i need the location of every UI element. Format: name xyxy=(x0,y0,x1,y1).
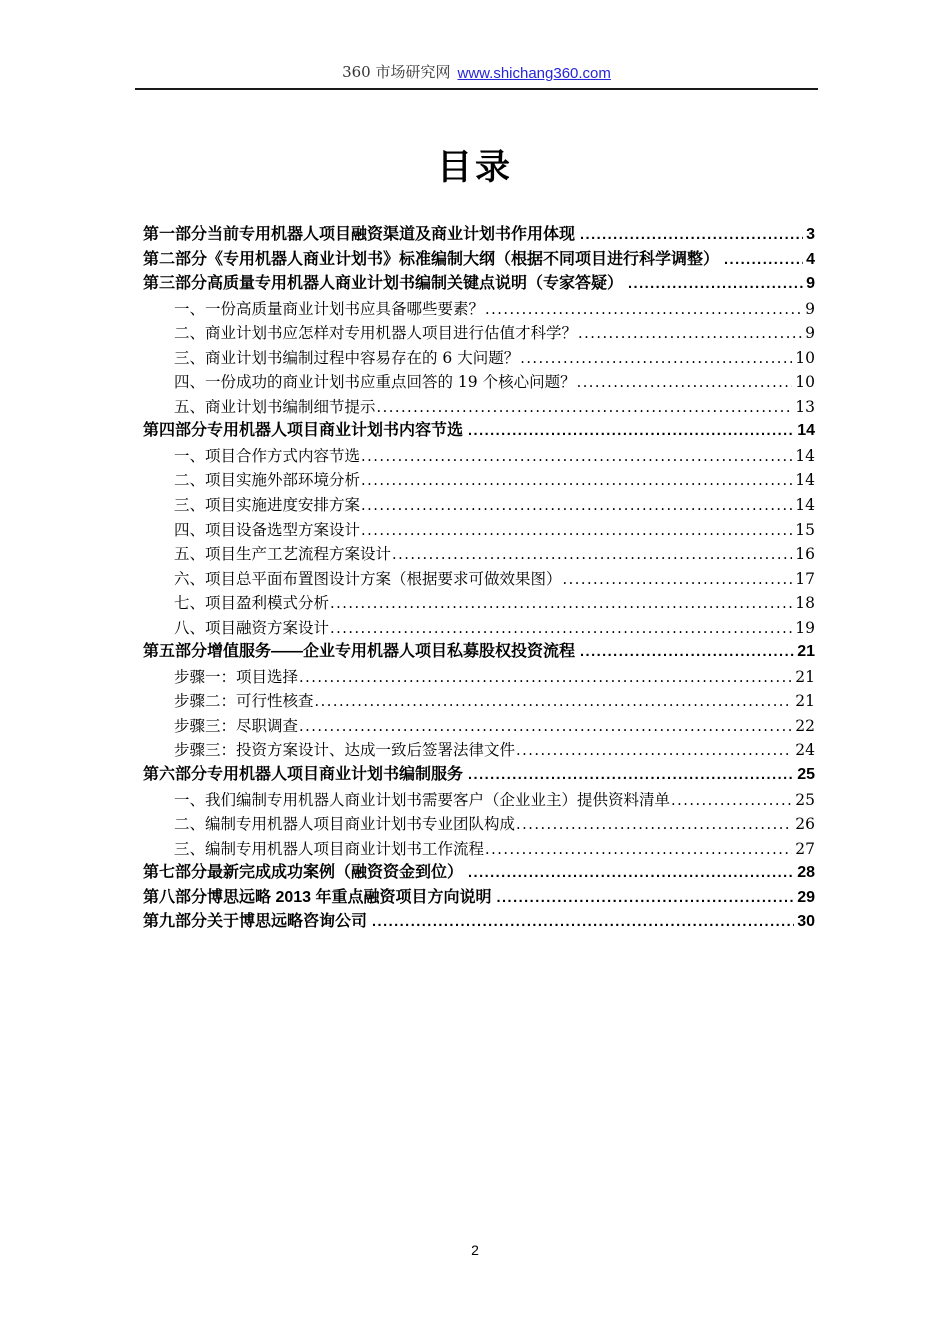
toc-entry-page: 27 xyxy=(795,839,815,858)
toc-entry-label: 步骤三：投资方案设计、达成一致后签署法律文件 xyxy=(174,741,516,760)
toc-entry xyxy=(143,297,815,322)
toc-entry-page: 28 xyxy=(797,864,815,882)
toc-dot-leader xyxy=(724,248,803,273)
toc-entry xyxy=(143,395,815,420)
toc-entry-page: 10 xyxy=(795,373,815,392)
toc-entry xyxy=(143,837,815,862)
toc-entry-page: 17 xyxy=(795,569,815,588)
toc-entry-label: 二、项目实施外部环境分析 xyxy=(174,471,361,490)
toc xyxy=(143,223,815,935)
toc-entry-page: 14 xyxy=(795,446,815,465)
toc-entry-page: 25 xyxy=(795,790,815,809)
toc-entry xyxy=(143,321,815,346)
document-footer xyxy=(0,1242,950,1258)
toc-entry xyxy=(143,223,815,248)
page-number: 2 xyxy=(471,1242,479,1258)
toc-entry-label: 三、项目实施进度安排方案 xyxy=(174,496,361,515)
toc-entry xyxy=(143,518,815,543)
toc-entry-page: 9 xyxy=(805,324,815,343)
toc-entry-label: 五、商业计划书编制细节提示 xyxy=(174,397,376,416)
toc-dot-leader xyxy=(580,640,794,665)
toc-entry-page: 22 xyxy=(795,716,815,735)
toc-dot-leader xyxy=(671,789,792,814)
toc-entry-page: 26 xyxy=(795,815,815,834)
toc-dot-leader xyxy=(361,469,792,494)
toc-dot-leader xyxy=(299,666,792,691)
toc-entry-label: 一、项目合作方式内容节选 xyxy=(174,446,361,465)
toc-entry-label: 第四部分专用机器人项目商业计划书内容节选 xyxy=(143,422,464,440)
toc-entry-label: 二、编制专用机器人项目商业计划书专业团队构成 xyxy=(174,815,516,834)
toc-entry-label: 第五部分增值服务——企业专用机器人项目私募股权投资流程 xyxy=(143,643,576,661)
site-url-link[interactable]: www.shichang360.com xyxy=(457,65,611,82)
toc-entry-label: 七、项目盈利模式分析 xyxy=(174,594,330,613)
toc-entry xyxy=(143,272,815,297)
toc-entry xyxy=(143,689,815,714)
toc-dot-leader xyxy=(516,739,792,764)
toc-entry-label: 第二部分《专用机器人商业计划书》标准编制大纲（根据不同项目进行科学调整） xyxy=(143,250,720,268)
toc-entry xyxy=(143,419,815,444)
toc-entry-label: 第三部分高质量专用机器人商业计划书编制关键点说明（专家答疑） xyxy=(143,275,624,293)
site-name-label: 360 市场研究网 xyxy=(342,63,451,81)
toc-entry xyxy=(143,616,815,641)
toc-entry xyxy=(143,665,815,690)
toc-entry-page: 14 xyxy=(795,471,815,490)
toc-entry-label: 步骤三：尽职调查 xyxy=(174,716,299,735)
toc-entry-page: 10 xyxy=(795,348,815,367)
toc-entry xyxy=(143,248,815,273)
toc-dot-leader xyxy=(563,568,793,593)
toc-entry-page: 29 xyxy=(797,888,815,906)
toc-entry xyxy=(143,886,815,911)
toc-entry xyxy=(143,542,815,567)
toc-entry-page: 25 xyxy=(797,766,815,784)
toc-entry-label: 一、一份高质量商业计划书应具备哪些要素？ xyxy=(174,299,485,318)
toc-entry-page: 4 xyxy=(806,250,815,268)
toc-entry-page: 16 xyxy=(795,545,815,564)
toc-entry-label: 八、项目融资方案设计 xyxy=(174,618,330,637)
toc-entry xyxy=(143,861,815,886)
toc-dot-leader xyxy=(392,543,792,568)
toc-dot-leader xyxy=(497,886,795,911)
toc-entry-label: 一、我们编制专用机器人商业计划书需要客户（企业业主）提供资料清单 xyxy=(174,790,671,809)
toc-entry xyxy=(143,493,815,518)
toc-entry-page: 30 xyxy=(797,913,815,931)
toc-dot-leader xyxy=(468,419,794,444)
toc-dot-leader xyxy=(361,445,792,470)
toc-entry-label: 第一部分当前专用机器人项目融资渠道及商业计划书作用体现 xyxy=(143,226,576,243)
toc-entry-page: 13 xyxy=(795,397,815,416)
toc-entry xyxy=(143,910,815,935)
toc-dot-leader xyxy=(520,347,792,372)
toc-entry xyxy=(143,468,815,493)
toc-entry xyxy=(143,346,815,371)
toc-dot-leader xyxy=(580,223,803,248)
toc-entry-label: 四、项目设备选型方案设计 xyxy=(174,520,361,539)
toc-entry-page: 9 xyxy=(805,299,815,318)
toc-entry xyxy=(143,714,815,739)
toc-entry xyxy=(143,788,815,813)
toc-entry xyxy=(143,640,815,665)
toc-entry-label: 六、项目总平面布置图设计方案（根据要求可做效果图） xyxy=(174,569,562,588)
toc-entry-label: 第九部分关于博思远略咨询公司 xyxy=(143,913,368,931)
toc-entry-label: 二、商业计划书应怎样对专用机器人项目进行估值才科学？ xyxy=(174,324,578,343)
toc-entry-page: 9 xyxy=(806,275,815,293)
toc-entry xyxy=(143,567,815,592)
toc-entry-page: 19 xyxy=(795,618,815,637)
toc-entry-label: 四、一份成功的商业计划书应重点回答的 19 个核心问题？ xyxy=(174,373,576,392)
toc-entry-label: 第七部分最新完成成功案例（融资资金到位） xyxy=(143,864,464,882)
toc-dot-leader xyxy=(361,519,792,544)
toc-entry-page: 3 xyxy=(806,226,815,243)
toc-entry xyxy=(143,738,815,763)
toc-entry-page: 14 xyxy=(795,496,815,515)
toc-dot-leader xyxy=(361,494,792,519)
toc-entry-page: 18 xyxy=(795,594,815,613)
toc-dot-leader xyxy=(516,813,792,838)
toc-entry-page: 21 xyxy=(797,643,815,661)
toc-entry-page: 24 xyxy=(795,741,815,760)
toc-dot-leader xyxy=(299,715,792,740)
toc-dot-leader xyxy=(485,298,802,323)
toc-dot-leader xyxy=(468,861,794,886)
toc-dot-leader xyxy=(377,396,793,421)
toc-entry-label: 五、项目生产工艺流程方案设计 xyxy=(174,545,392,564)
toc-dot-leader xyxy=(330,592,792,617)
toc-dot-leader xyxy=(372,910,794,935)
toc-entry-label: 第八部分博思远略 2013 年重点融资项目方向说明 xyxy=(143,888,492,906)
toc-entry-label: 步骤二：可行性核查 xyxy=(174,692,314,711)
page-title: 目录 xyxy=(436,147,513,188)
document-header xyxy=(135,0,818,90)
toc-entry xyxy=(143,763,815,788)
toc-entry-label: 步骤一：项目选择 xyxy=(174,667,299,686)
toc-dot-leader xyxy=(577,371,793,396)
toc-entry-page: 21 xyxy=(795,667,815,686)
toc-dot-leader xyxy=(578,322,802,347)
toc-dot-leader xyxy=(315,690,793,715)
toc-entry xyxy=(143,370,815,395)
toc-entry xyxy=(143,812,815,837)
toc-entry xyxy=(143,444,815,469)
toc-entry-label: 三、商业计划书编制过程中容易存在的 6 大问题？ xyxy=(174,348,520,367)
toc-entry-page: 21 xyxy=(795,692,815,711)
toc-entry-label: 第六部分专用机器人项目商业计划书编制服务 xyxy=(143,766,464,784)
toc-dot-leader xyxy=(468,763,794,788)
toc-entry-label: 三、编制专用机器人项目商业计划书工作流程 xyxy=(174,839,485,858)
toc-dot-leader xyxy=(485,838,792,863)
toc-entry xyxy=(143,591,815,616)
toc-entry-page: 15 xyxy=(795,520,815,539)
toc-entry-page: 14 xyxy=(797,422,815,440)
toc-dot-leader xyxy=(330,617,792,642)
toc-dot-leader xyxy=(628,272,803,297)
